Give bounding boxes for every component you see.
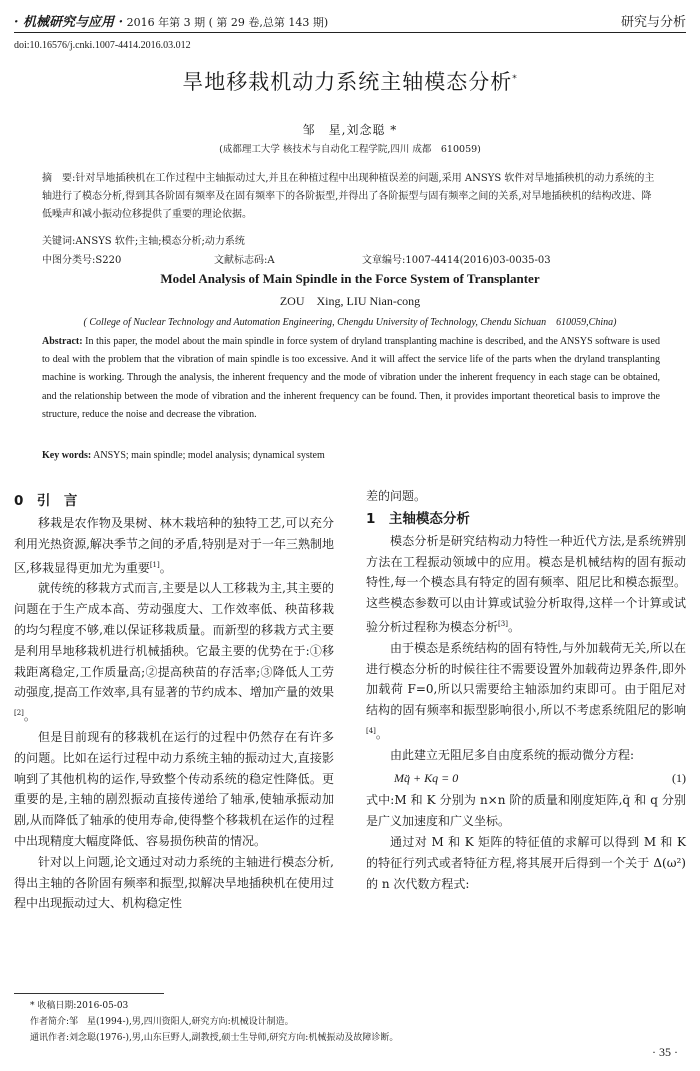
footnote-author-bio: 作者简介:邹 星(1994-),男,四川资阳人,研究方向:机械设计制造。 [30,1017,294,1027]
paragraph-end: 。 [23,709,36,724]
keywords-en-text: ANSYS; main spindle; model analysis; dynamical system [91,450,325,461]
paragraph: 针对以上问题,论文通过对动力系统的主轴进行模态分析,得出主轴的各阶固有频率和振型,拟解决旱地插秧机在使用过程中出现振动过大、机构稳定性 [14,854,334,911]
paragraph: 通过对 M 和 K 矩阵的特征值的求解可以得到 M 和 K 的特征行列式或者特征方程,将其展开后得到一个关于 Δ(ω²) 的 n 次代数方程式: [366,834,686,891]
clc-number: 中图分类号:S220 [42,255,122,266]
affiliation-en: ( College of Nuclear Technology and Automation Engineering, Chengdu University of Technology, Chendu Sichuan 610059,China) [83,317,617,328]
footnote-corresponding: 通讯作者:刘念聪(1976-),男,山东巨野人,副教授,硕士生导师,研究方向:机械振动及故障诊断。 [30,1033,399,1043]
paragraph: 式中:M 和 K 分别为 n×n 阶的质量和刚度矩阵,q̈ 和 q 分别是广义加速度和广义坐标。 [366,793,686,829]
paragraph: 由此建立无阻尼多自由度系统的振动微分方程: [390,747,635,762]
paragraph [366,531,686,638]
keywords-en-label: Key words: [42,450,92,461]
section-heading-modal-analysis: 1 主轴模态分析 [366,510,470,527]
authors-cn: 邹 星,刘念聪 * [302,123,398,137]
abstract-cn [42,170,660,224]
section-label: 研究与分析 [620,15,686,30]
paragraph-end: 。 [507,619,520,634]
paragraph [14,578,334,727]
abstract-cn-text: 针对旱地插秧机在工作过程中主轴振动过大,并且在种植过程中出现种植误差的问题,采用 ANSYS 软件对旱地插秧机的动力系统的主轴进行了模态分析,得到其各阶固有频率及在固有频率下的各阶振型,并得出了各阶振型与固有频率之间的关系,对旱地插秧机的结构改进、降低噪声和减小振动位移提供了重要的理论依据。 [42,173,655,220]
doc-code: 文献标志码:A [214,255,275,266]
paragraph-end: 。 [159,560,172,575]
affiliation-cn: (成都理工大学 核技术与自动化工程学院,四川 成都 610059) [219,144,481,155]
equation-number: (1) [672,770,686,785]
abstract-en-label: Abstract: [42,336,83,347]
title-en: Model Analysis of Main Spindle in the Force System of Transplanter [160,271,540,286]
footnote-rule [14,993,164,994]
section-heading-introduction: 0 引 言 [14,493,78,509]
title-footnote-mark: * [512,74,518,84]
body-column-left [14,489,334,914]
body-column-right [366,486,686,894]
abstract-en [42,333,660,424]
citation: [1] [149,560,160,569]
paragraph-text: 模态分析是研究结构动力特性一种近代方法,是系统辨别方法在工程振动领域中的应用。模态是机械结构的固有振动特性,每一个模态具有特定的固有频率、阻尼比和模态振型。这些模态参数可以由计算或试验分析取得,这样一个计算或试验分析过程称为模态分析 [366,533,686,634]
doi: doi:10.16576/j.cnki.1007-4414.2016.03.012 [14,40,191,51]
paragraph-end: 。 [375,726,388,741]
footnote-received: * 收稿日期:2016-05-03 [30,1001,129,1011]
issue-info: 2016 年第 3 期 ( 第 29 卷,总第 143 期) [126,16,329,29]
authors-en: ZOU Xing, LIU Nian-cong [279,294,421,308]
page-number: · 35 · [652,1045,678,1059]
abstract-en-text: In this paper, the model about the main spindle in force system of dryland transplanting machine is described, and the ANSYS software is used to deal with the problem that the vibration of main spindle is too excessive. And it will affect the service life of the parts when the dryland transplanting machine is working. Through the analysis, the inherent frequency and the mode of vibration under the inherent frequency in each stage can be obtained, and the relationship between the mode of vibration and the inherent frequency can be found. Then, it provides important theoretical basis to improve the structure, reduce the noise and decrease the vibration. [42,336,660,420]
paragraph-text: 移栽是农作物及果树、林木栽培种的独特工艺,可以充分利用光热资源,解决季节之间的矛盾,特别是对于一年三熟制地区,移栽显得更加尤为重要 [14,516,334,575]
abstract-cn-label: 摘 要: [42,173,76,184]
article-number: 文章编号:1007-4414(2016)03-0035-03 [362,255,551,266]
footnotes [30,998,686,1046]
paragraph [14,513,334,578]
running-header [14,8,686,30]
header-rule [14,32,686,33]
paragraph [366,638,686,745]
paragraph-text: 就传统的移栽方式而言,主要是以人工移栽为主,其主要的问题在于生产成本高、劳动强度大、工作效率低、秧苗移栽的均匀程度不够,难以保证移栽质量。而新型的移栽方式主要是利用旱地移栽机进行机械插秧。它最主要的优势在于:①移栽距离稳定,工作质量高;②提高秧苗的存活率;③降低人工劳动强度,提高工作效率,具有显著的节约成本、增加产量的效果 [14,581,334,700]
paragraph-continuation: 差的问题。 [366,489,427,503]
journal-name: · 机械研究与应用 · [14,15,124,30]
equation-1 [366,766,686,791]
keywords-en [42,450,660,461]
citation: [3] [498,619,508,628]
paragraph-text: 由于模态是系统结构的固有特性,与外加载荷无关,所以在进行模态分析的时候往往不需要设置外加载荷边界条件,即外加载荷 F=0,所以只需要给主轴添加约束即可。由于阻尼对结构的固有频率和振型影响很小,所以不考虑系统阻尼的影响 [366,640,686,718]
page-title [0,66,700,96]
keywords-cn: 关键词:ANSYS 软件;主轴;模态分析;动力系统 [42,236,245,247]
citation: [2] [14,709,24,718]
title-text: 旱地移栽机动力系统主轴模态分析 [182,70,513,94]
citation: [4] [366,726,376,735]
equation-body: Mq̈ + Kq = 0 [394,770,459,785]
journal-info [14,11,328,30]
paragraph: 但是目前现有的移栽机在运行的过程中仍然存在有许多的问题。比如在运行过程中动力系统主轴的振动过大,直接影响到了其他机构的运作,导致整个传动系统的稳定性降低。更重要的是,主轴的剧烈振动直接传递给了轴承,使轴承振动加剧,从而降低了轴承的使用寿命,使得整个移栽机在运作的过程中出现精度大幅度降低、容易损伤秧苗的情况。 [14,729,334,848]
